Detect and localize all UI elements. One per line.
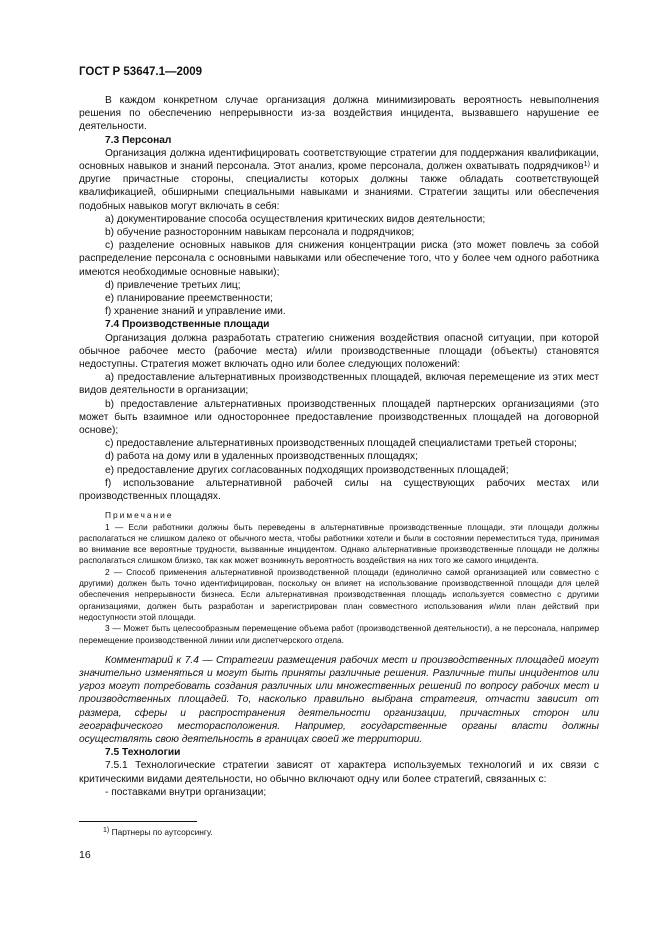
intro-paragraph: В каждом конкретном случае организация должна минимизировать вероятность невыполнения решения по обеспечению непрерывности из-за воздействия инцидента, вызвавшего нарушение ее деятельности. [79,95,599,133]
note-item: 3 — Может быть целесообразным перемещение объема работ (производственной деятельности), а не персонала, например перемещение производственной линии или диспетчерского отдела. [79,623,599,645]
list-item: b) предоставление альтернативных производственных площадей партнерских организациями (это может быть взаимное или одностороннее предоставление производственных площадей на договорной основе); [79,398,599,437]
footnote-separator [79,821,197,822]
section-7-5-1-paragraph: 7.5.1 Технологические стратегии зависят от характера используемых технологий и их связи с критическими видами деятельности, но обычно включают одну или более стратегий, связанных с: [79,760,599,785]
section-7-3-paragraph [79,147,599,213]
notes-block [79,510,599,646]
list-item: a) документирование способа осуществления критических видов деятельности; [105,213,486,225]
list-item: d) привлечение третьих лиц; [105,279,241,291]
list-item: c) разделение основных навыков для снижения концентрации риска (это может повлечь за собой распределение персонала с основными навыками или обеспечение того, что у более чем одного работника имеются необходимые основные навыки); [79,240,599,278]
list-item: f) хранение знаний и управление ими. [105,306,286,318]
note-item: 2 — Способ применения альтернативной производственной площади (единолично самой организацией или совместно с другими) должен быть точно идентифицирован, поскольку он влияет на использование производственной площади для целей обеспечения непрерывности бизнеса. Если альтернативная производственная площадь используется совместно с другими организациями, должен быть разработан и зарегистрирован план совместного использования и/или план действий при недоступности этой площади. [79,566,599,622]
list-item: e) предоставление других согласованных подходящих производственных площадей; [105,464,509,476]
section-7-3-text-a: Организация должна идентифицировать соответствующие стратегии для поддержания квалификации, основных навыков и знаний персонала. Этот анализ, кроме персонала, должен охватывать подрядчиков [79,147,599,173]
footnote-ref: 1) [583,161,590,169]
section-7-5-heading: 7.5 Технологии [105,747,181,759]
list-item: e) планирование преемственности; [105,293,273,305]
section-7-4-paragraph: Организация должна разработать стратегию снижения воздействия опасной ситуации, при которой обычное рабочее место (рабочие места) и/или производственные площади (объекты) становятся недоступны. Стратегия может включать одно или более следующих положений: [79,332,599,371]
document-header: ГОСТ Р 53647.1—2009 [79,66,203,78]
section-7-4-heading: 7.4 Производственные площади [105,319,270,331]
list-item: a) предоставление альтернативных производственных площадей, включая перемещение из этих мест видов деятельности в организации; [79,372,599,397]
page-number: 16 [79,849,91,861]
note-item: 1 — Если работники должны быть переведены в альтернативные производственные площади, эти площади должны располагаться не слишком далеко от обычного места, чтобы работники хотели и были в состоянии переместиться туда, принимая во внимание все вероятные трудности, вызванные инцидентом. Однако альтернативные производственные площади не должны располагаться слишком близко, так как может возникнуть вероятность воздействия на них того же самого инцидента. [79,521,599,566]
list-item: f) использование альтернативной рабочей силы на существующих рабочих местах или производственных площадях. [79,477,599,503]
footnote-mark: 1) [103,827,110,834]
list-item: d) работа на дому или в удаленных производственных площадях; [105,451,418,463]
list-item: c) предоставление альтернативных производственных площадей специалистами третьей стороны; [105,438,577,450]
list-item: b) обучение разносторонним навыкам персонала и подрядчиков; [105,227,415,239]
comment-7-4: Комментарий к 7.4 — Стратегии размещения рабочих мест и производственных площадей могут значительно изменяться и могут быть приняты различные решения. Различные типы инцидентов или угроз могут потребовать создания различных или множественных решений по вопросу рабочих мест и производственных площадей. То, насколько правильно выбрана стратегия, отчасти зависит от размера, сферы и распространения деятельности организации, причастных сторон или географического месторасположения. Например, государственные органы власти должны осуществлять свою деятельность в границах своей же территории. [79,654,599,746]
footnote-text: Партнеры по аутсорсингу. [111,827,213,837]
footnote [103,827,213,837]
section-7-3-heading: 7.3 Персонал [105,134,172,146]
section-7-3-text-b: и другие причастные стороны, специалисты которых должны также обладать соответствующей квалификацией, обширными специальными навыками и знаниями. Стратегии защиты или обеспечения подобных навыков могут включать в себя: [79,161,599,212]
list-item: - поставками внутри организации; [105,786,267,798]
notes-title: Примечание [105,510,174,521]
document-body [79,94,599,799]
